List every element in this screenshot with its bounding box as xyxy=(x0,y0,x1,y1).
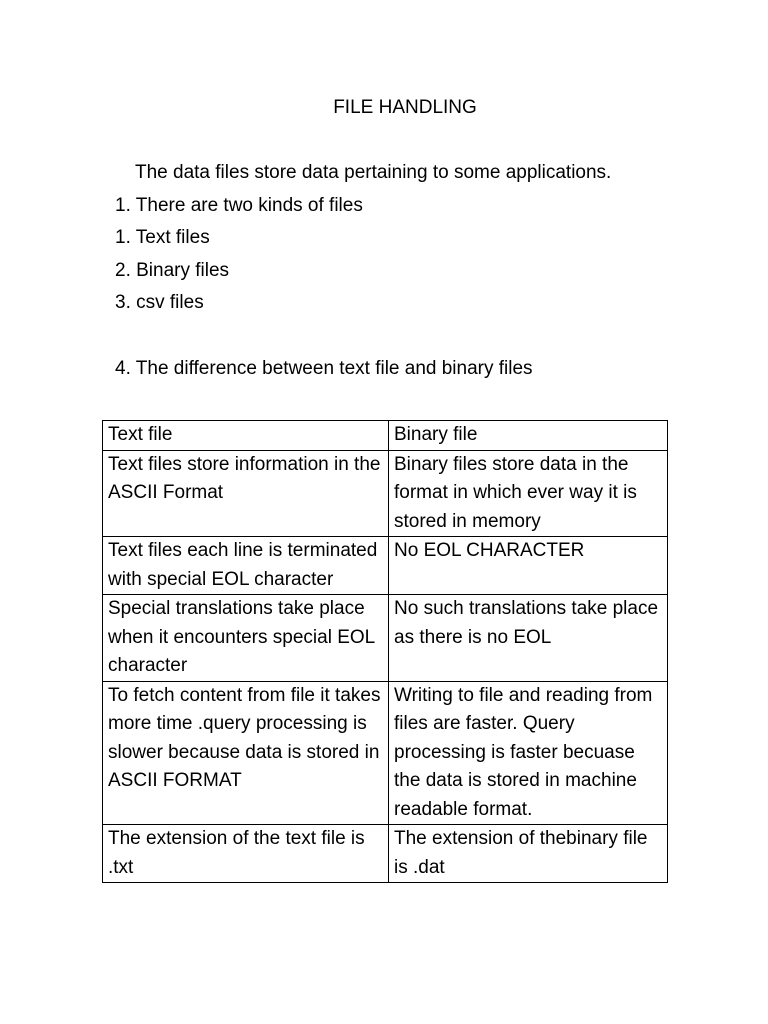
page-title: FILE HANDLING xyxy=(333,97,477,118)
intro-paragraph: The data files store data pertaining to some applications. xyxy=(135,162,612,183)
table-cell: The extension of the text file is .txt xyxy=(103,825,389,883)
list-item-binary-files: 2. Binary files xyxy=(115,260,230,281)
table-row xyxy=(103,537,668,595)
table-cell: Writing to file and reading from files are faster. Query processing is faster becuase the data is stored in machine readable format. xyxy=(389,681,668,825)
table-cell: The extension of thebinary file is .dat xyxy=(389,825,668,883)
list-item-kinds-of-files: 1. There are two kinds of files xyxy=(115,195,363,216)
table-cell: No EOL CHARACTER xyxy=(389,537,668,595)
table-row xyxy=(103,595,668,682)
table-cell: Text files each line is terminated with special EOL character xyxy=(103,537,389,595)
table-cell: No such translations take place as there is no EOL xyxy=(389,595,668,682)
table-row xyxy=(103,681,668,825)
table-cell: Text files store information in the ASCII Format xyxy=(103,450,389,537)
table-row xyxy=(103,450,668,537)
table-header-row xyxy=(103,421,668,451)
list-item-csv-files: 3. csv files xyxy=(115,292,204,313)
table-cell: Binary files store data in the format in which ever way it is stored in memory xyxy=(389,450,668,537)
difference-heading: 4. The difference between text file and binary files xyxy=(115,358,533,379)
header-binary-file: Binary file xyxy=(389,421,668,451)
list-item-text-files: 1. Text files xyxy=(115,227,210,248)
table-cell: Special translations take place when it encounters special EOL character xyxy=(103,595,389,682)
header-text-file: Text file xyxy=(103,421,389,451)
table-row xyxy=(103,825,668,883)
table-cell: To fetch content from file it takes more time .query processing is slower because data is stored in ASCII FORMAT xyxy=(103,681,389,825)
comparison-table xyxy=(102,420,668,883)
